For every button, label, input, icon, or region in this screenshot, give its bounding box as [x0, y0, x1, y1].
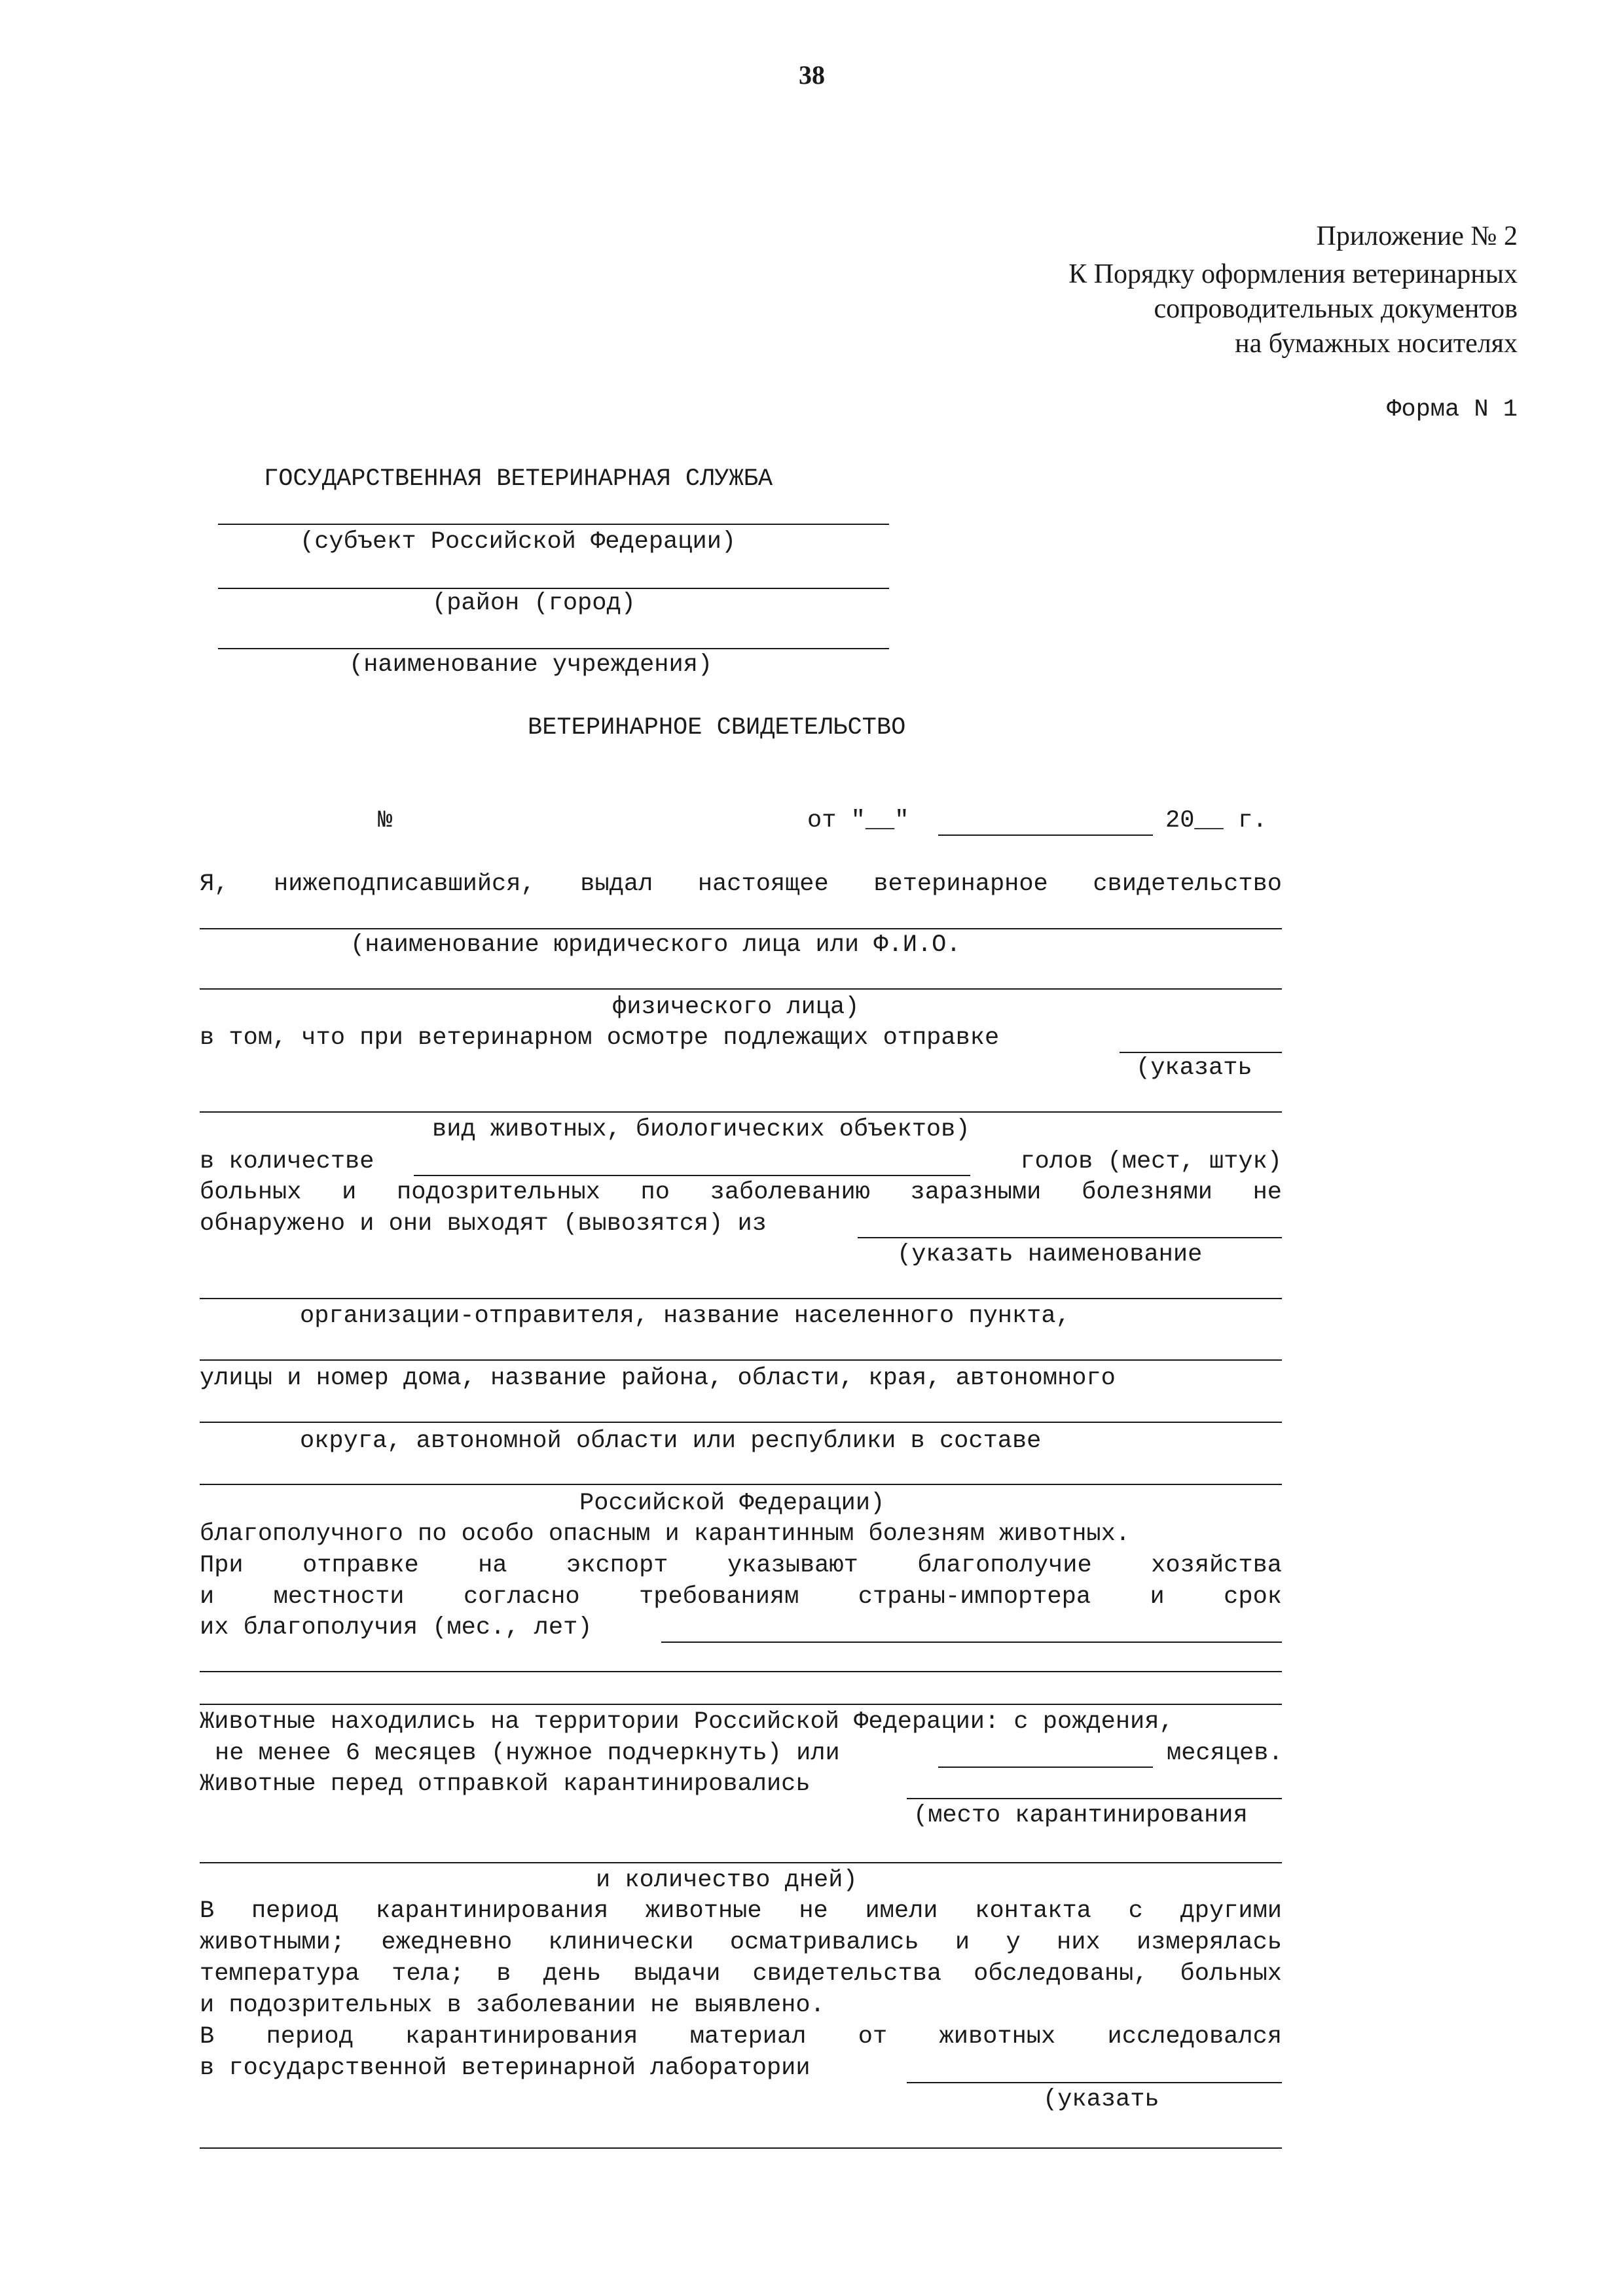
- appendix-line-1: К Порядку оформления ветеринарных: [1068, 259, 1518, 289]
- page-number: 38: [799, 60, 825, 90]
- entity-hint: (наименование юридического лица или Ф.И.О.: [350, 931, 961, 959]
- origin-line-4: [200, 1422, 1282, 1423]
- body-line-13: В период карантинирования животные не имели контакта с другими: [200, 1897, 1282, 1925]
- subject-line: [218, 524, 889, 525]
- body-line-4: больных и подозрительных по заболеванию заразными болезнями не: [200, 1179, 1282, 1206]
- body-line-16: и подозрительных в заболевании не выявлено.: [200, 1992, 825, 2019]
- body-line-1: Я, нижеподписавшийся, выдал настоящее ветеринарное свидетельство: [200, 870, 1282, 898]
- certificate-title: ВЕТЕРИНАРНОЕ СВИДЕТЕЛЬСТВО: [528, 714, 906, 742]
- origin-line-2: [200, 1298, 1282, 1299]
- origin-hint-4: округа, автономной области или республики в составе: [300, 1427, 1042, 1455]
- laboratory-hint: (указать: [1043, 2086, 1159, 2113]
- months-label: месяцев.: [1167, 1740, 1283, 1767]
- quantity-label: в количестве: [200, 1148, 374, 1175]
- origin-hint-2: организации-отправителя, название населенного пункта,: [300, 1302, 1070, 1330]
- entity-line-2: [200, 988, 1282, 990]
- species-line-2: [200, 1111, 1282, 1113]
- body-line-17: В период карантинирования материал от животных исследовался: [200, 2023, 1282, 2051]
- form-label: Форма N 1: [1387, 396, 1518, 423]
- body-line-11: не менее 6 месяцев (нужное подчеркнуть) или: [215, 1740, 840, 1767]
- quantity-unit: голов (мест, штук): [1020, 1148, 1282, 1175]
- institution-hint: (наименование учреждения): [349, 651, 713, 679]
- body-line-18: в государственной ветеринарной лаборатории: [200, 2054, 811, 2082]
- laboratory-line: [907, 2082, 1282, 2083]
- body-line-10: Животные находились на территории Российской Федерации: с рождения,: [200, 1708, 1174, 1736]
- export-line-2: [200, 1671, 1282, 1672]
- number-sign: №: [378, 807, 393, 834]
- export-line-3: [200, 1704, 1282, 1705]
- quarantine-hint: (место карантинирования: [913, 1802, 1248, 1829]
- body-line-7: При отправке на экспорт указывают благополучие хозяйства: [200, 1552, 1282, 1579]
- appendix-title: Приложение № 2: [1316, 221, 1518, 251]
- origin-line: [858, 1237, 1282, 1238]
- date-month-line: [938, 834, 1153, 836]
- institution-line: [218, 648, 889, 649]
- entity-line: [200, 928, 1282, 929]
- body-line-8: и местности согласно требованиям страны-импортера и срок: [200, 1583, 1282, 1611]
- body-line-9: их благополучия (мес., лет): [200, 1614, 593, 1641]
- appendix-line-3: на бумажных носителях: [1235, 329, 1518, 359]
- body-line-5: обнаружено и они выходят (вывозятся) из: [200, 1210, 767, 1238]
- district-hint: (район (город): [432, 590, 636, 617]
- subject-hint: (субъект Российской Федерации): [300, 528, 737, 556]
- origin-line-3: [200, 1359, 1282, 1361]
- district-line: [218, 588, 889, 589]
- body-line-2: в том, что при ветеринарном осмотре подлежащих отправке: [200, 1024, 1000, 1052]
- entity-hint-2: физического лица): [612, 994, 860, 1021]
- species-hint: (указать: [1136, 1054, 1252, 1082]
- origin-hint-5: Российской Федерации): [579, 1490, 885, 1517]
- quarantine-line: [907, 1798, 1282, 1799]
- species-hint-2: вид животных, биологических объектов): [432, 1116, 970, 1143]
- export-line: [661, 1641, 1282, 1643]
- origin-hint: (указать наименование: [897, 1241, 1203, 1268]
- year: 20__ г.: [1165, 807, 1267, 834]
- origin-line-5: [200, 1484, 1282, 1485]
- laboratory-line-2: [200, 2147, 1282, 2149]
- service-title: ГОСУДАРСТВЕННАЯ ВЕТЕРИНАРНАЯ СЛУЖБА: [264, 465, 773, 493]
- body-line-14: животными; ежедневно клинически осматривались и у них измерялась: [200, 1929, 1282, 1956]
- quarantine-hint-2: и количество дней): [596, 1867, 858, 1894]
- appendix-line-2: сопроводительных документов: [1154, 294, 1518, 324]
- months-line: [938, 1767, 1153, 1768]
- body-line-6: благополучного по особо опасным и карантинным болезням животных.: [200, 1520, 1131, 1548]
- body-line-12: Животные перед отправкой карантинировались: [200, 1770, 811, 1798]
- quantity-line: [414, 1175, 970, 1176]
- species-line: [1120, 1052, 1282, 1053]
- body-line-15: температура тела; в день выдачи свидетельства обследованы, больных: [200, 1960, 1282, 1988]
- origin-hint-3: улицы и номер дома, название района, области, края, автономного: [200, 1365, 1116, 1392]
- date-from: от "__": [807, 807, 909, 834]
- quarantine-line-2: [200, 1862, 1282, 1863]
